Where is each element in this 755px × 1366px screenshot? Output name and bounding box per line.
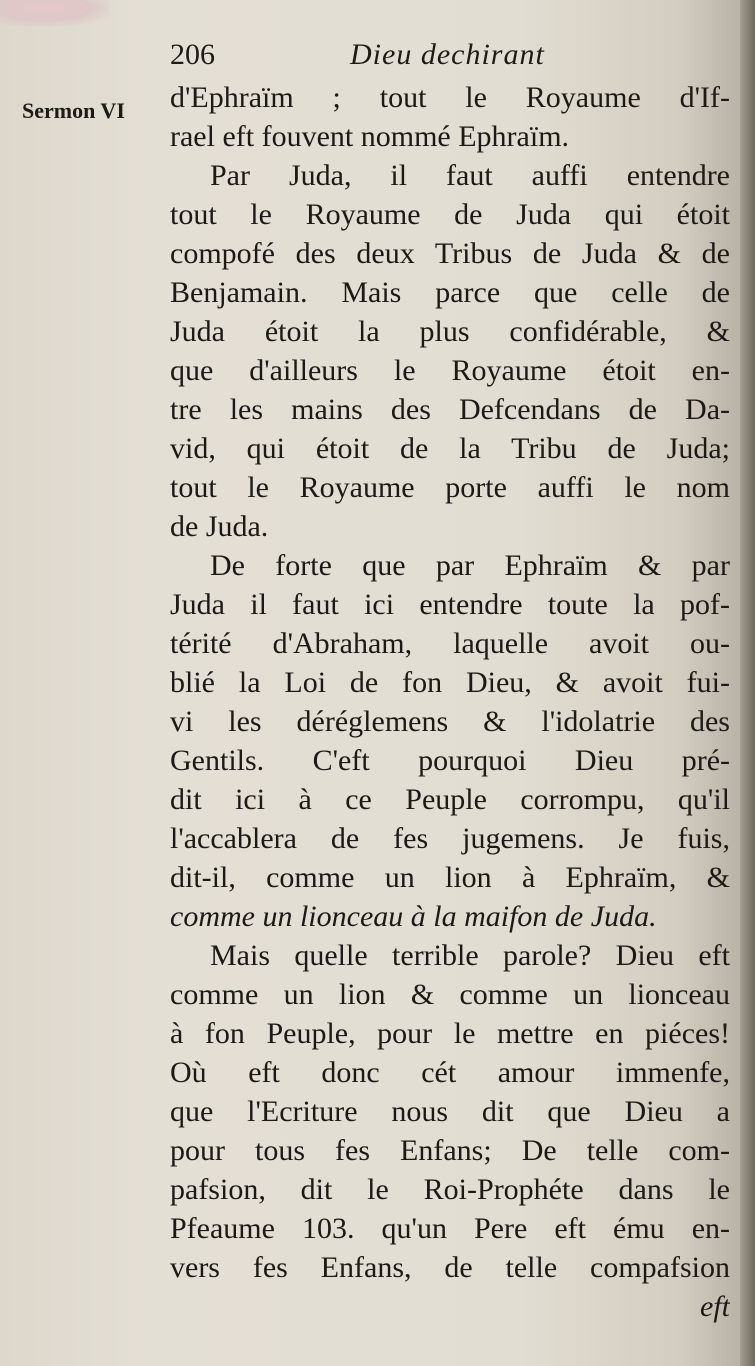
text-line: Gentils. C'eft pourquoi Dieu pré-	[170, 744, 730, 777]
text-line: à fon Peuple, pour le mettre en piéces!	[170, 1017, 730, 1050]
text-line: Mais quelle terrible parole? Dieu eft	[210, 939, 730, 972]
text-line: De forte que par Ephraïm & par	[210, 549, 730, 582]
page-stain	[0, 0, 110, 26]
text-line: vid, qui étoit de la Tribu de Juda;	[170, 432, 730, 465]
text-line: blié la Loi de fon Dieu, & avoit fui-	[170, 666, 730, 699]
text-line: Juda il faut ici entendre toute la pof-	[170, 588, 730, 621]
running-head: Dieu dechirant	[350, 38, 545, 71]
text-line: vi les déréglemens & l'idolatrie des	[170, 705, 730, 738]
text-line: Par Juda, il faut auffi entendre	[210, 159, 730, 192]
page-edge	[740, 0, 755, 1366]
text-line: tre les mains des Defcendans de Da-	[170, 393, 730, 426]
text-line: pafsion, dit le Roi-Prophéte dans le	[170, 1173, 730, 1206]
text-line: Benjamain. Mais parce que celle de	[170, 276, 730, 309]
text-line: d'Ephraïm ; tout le Royaume d'If-	[170, 81, 730, 114]
page-header	[170, 38, 590, 78]
text-line: tout le Royaume porte auffi le nom	[170, 471, 730, 504]
text-line: vers fes Enfans, de telle compafsion	[170, 1251, 730, 1284]
text-line: l'accablera de fes jugemens. Je fuis,	[170, 822, 730, 855]
page-number: 206	[170, 38, 215, 71]
text-line: que l'Ecriture nous dit que Dieu a	[170, 1095, 730, 1128]
text-line: térité d'Abraham, laquelle avoit ou-	[170, 627, 730, 660]
text-body	[170, 78, 730, 1326]
catchword: eft	[700, 1290, 730, 1323]
text-line: tout le Royaume de Juda qui étoit	[170, 198, 730, 231]
text-line: Pfeaume 103. qu'un Pere eft ému en-	[170, 1212, 730, 1245]
margin-note: Sermon VI	[22, 98, 125, 123]
text-line: comme un lion & comme un lionceau	[170, 978, 730, 1011]
text-line: comme un lionceau à la maifon de Juda.	[170, 900, 657, 933]
text-line: Où eft donc cét amour immenfe,	[170, 1056, 730, 1089]
text-line: compofé des deux Tribus de Juda & de	[170, 237, 730, 270]
text-line: dit ici à ce Peuple corrompu, qu'il	[170, 783, 730, 816]
text-line: rael eft fouvent nommé Ephraïm.	[170, 120, 570, 153]
text-line: pour tous fes Enfans; De telle com-	[170, 1134, 730, 1167]
text-line: que d'ailleurs le Royaume étoit en-	[170, 354, 730, 387]
text-line: dit-il, comme un lion à Ephraïm, &	[170, 861, 730, 894]
text-line: Juda étoit la plus confidérable, &	[170, 315, 730, 348]
text-line: de Juda.	[170, 510, 269, 543]
